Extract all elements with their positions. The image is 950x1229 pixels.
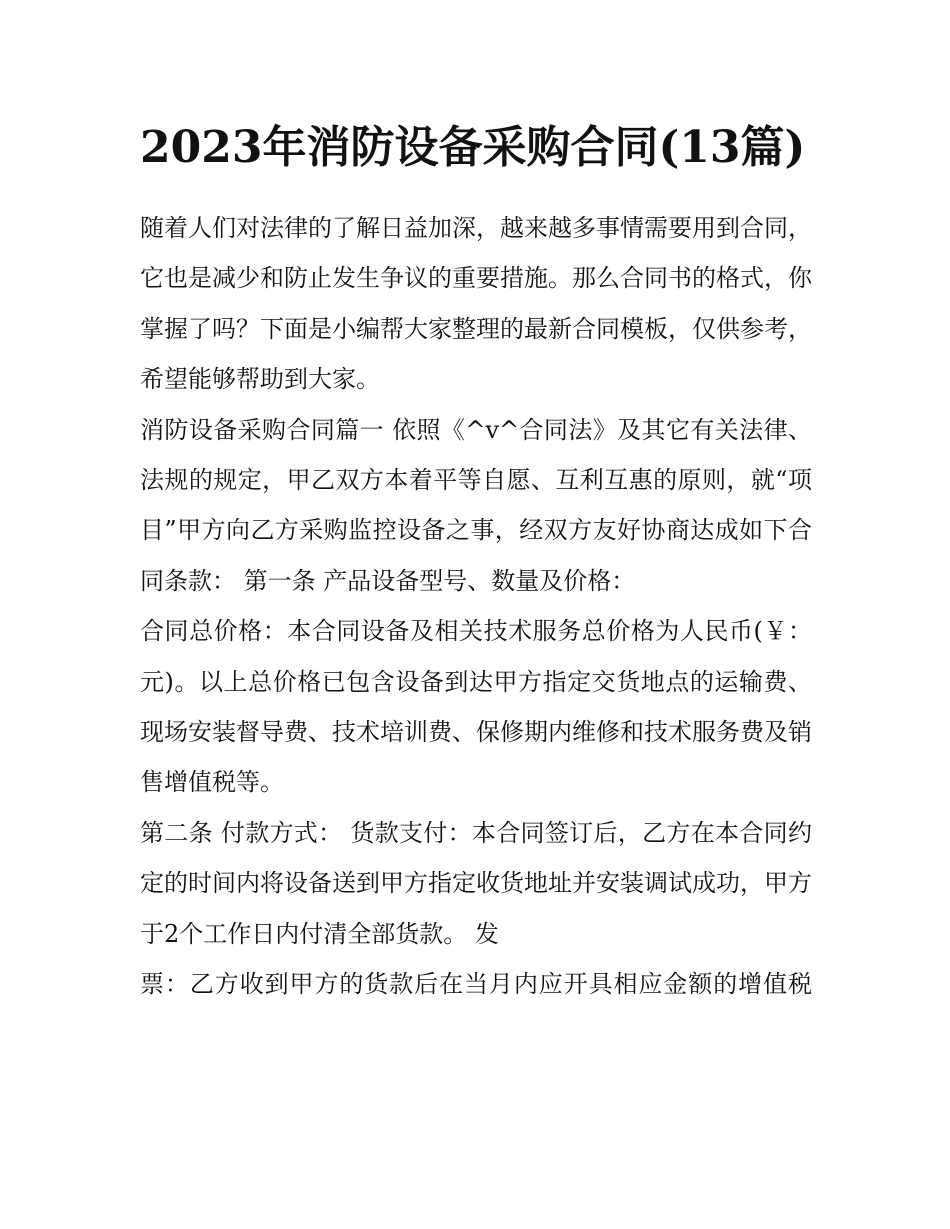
document-page bbox=[140, 112, 812, 1010]
document-title: 2023年消防设备采购合同(13篇) bbox=[140, 122, 806, 173]
invoice-paragraph: 票：乙方收到甲方的货款后在当月内应开具相应金额的增值税 bbox=[140, 970, 812, 999]
contract-section-1-paragraph: 消防设备采购合同篇一 依照《^v^合同法》及其它有关法律、法规的规定，甲乙双方本着平等自愿、互利互惠的原则，就“项目”甲方向乙方采购监控设备之事，经双方友好协商达成如下合同条款： 第一条 产品设备型号、数量及价格： bbox=[140, 415, 812, 595]
total-price-paragraph: 合同总价格：本合同设备及相关技术服务总价格为人民币(￥：元)。以上总价格已包含设备到达甲方指定交货地点的运输费、现场安装督导费、技术培训费、保修期内维修和技术服务费及销售增值税等。 bbox=[140, 617, 812, 797]
intro-paragraph: 随着人们对法律的了解日益加深，越来越多事情需要用到合同，它也是减少和防止发生争议的重要措施。那么合同书的格式，你掌握了吗？下面是小编帮大家整理的最新合同模板，仅供参考，希望能够帮助到大家。 bbox=[140, 214, 812, 394]
payment-terms-paragraph: 第二条 付款方式： 货款支付：本合同签订后，乙方在本合同约定的时间内将设备送到甲方指定收货地址并安装调试成功，甲方于2个工作日内付清全部货款。 发 bbox=[140, 818, 812, 948]
